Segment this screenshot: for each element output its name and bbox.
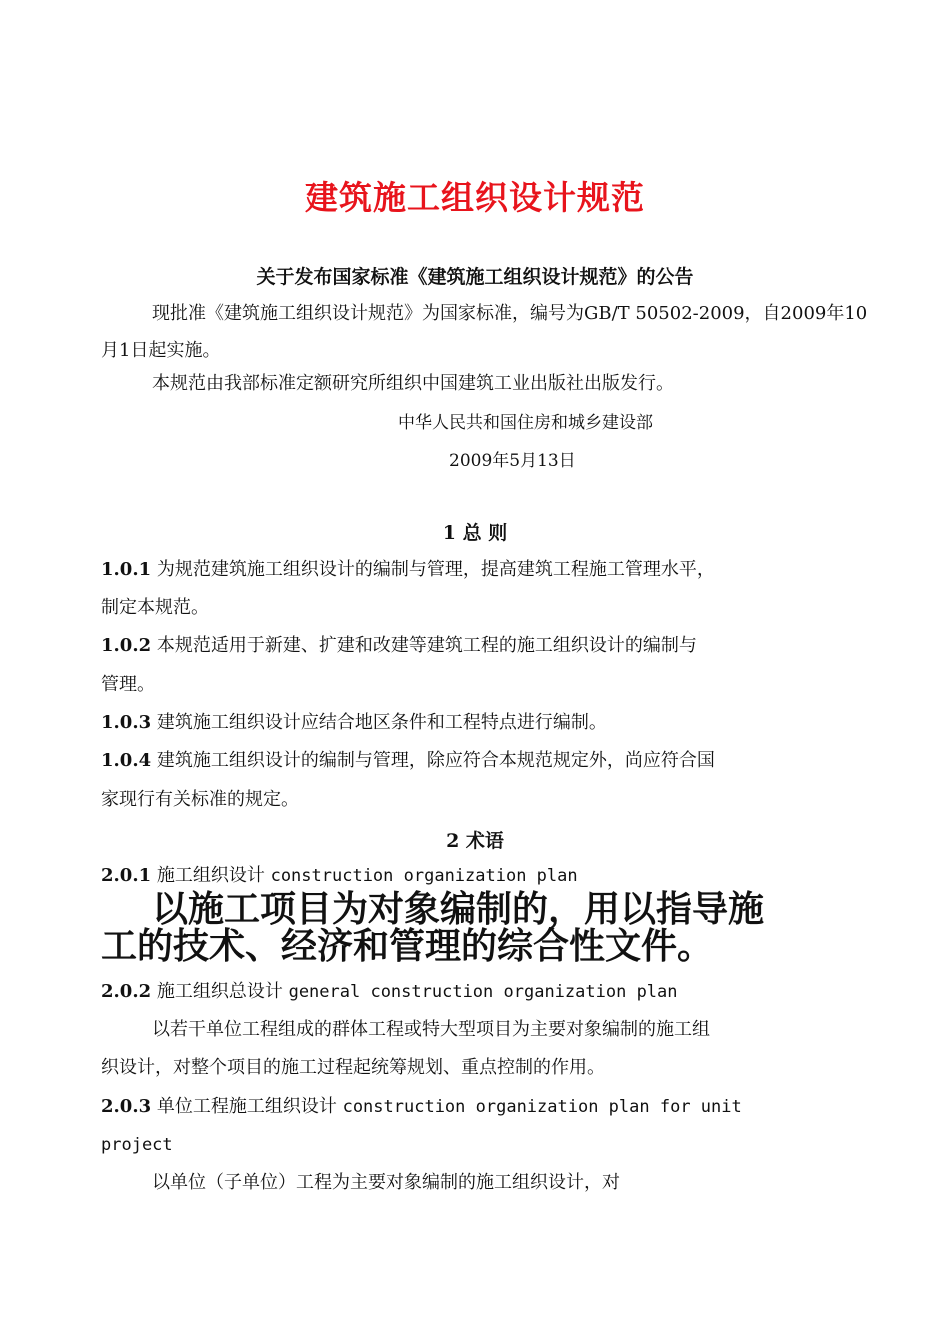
clause-1-0-2-line-2: 管理。: [101, 674, 155, 695]
clause-number: 1.0.1: [101, 559, 152, 580]
notice-date: 2009年5月13日: [449, 451, 576, 471]
clause-number: 1.0.3: [101, 712, 152, 733]
clause-number: 1.0.4: [101, 750, 152, 771]
term-number: 2.0.1: [101, 865, 152, 886]
term-chinese: 施工组织设计: [156, 865, 265, 886]
term-2-0-2: [101, 980, 678, 1004]
document-title: 建筑施工组织设计规范: [305, 178, 645, 217]
notice-heading: 关于发布国家标准《建筑施工组织设计规范》的公告: [256, 266, 694, 288]
chapter-2-heading: 2 术语: [446, 830, 504, 852]
clause-text: 建筑施工组织设计的编制与管理，除应符合本规范规定外，尚应符合国: [156, 750, 715, 771]
term-2-0-3: [101, 1095, 742, 1119]
term-english: construction organization plan: [270, 866, 578, 886]
notice-paragraph-line-1: 现批准《建筑施工组织设计规范》为国家标准，编号为GB/T 50502-2009，自2009年10: [152, 303, 868, 324]
term-english: general construction organization plan: [288, 982, 678, 1002]
term-2-0-1-definition-line-1: 以施工项目为对象编制的，用以指导施: [152, 889, 765, 930]
clause-text: 本规范适用于新建、扩建和改建等建筑工程的施工组织设计的编制与: [156, 635, 697, 656]
clause-1-0-4-line-1: [101, 749, 715, 773]
term-2-0-1: [101, 864, 578, 888]
term-chinese: 单位工程施工组织设计: [156, 1096, 337, 1117]
clause-1-0-4-line-2: 家现行有关标准的规定。: [101, 789, 299, 810]
term-number: 2.0.3: [101, 1096, 152, 1117]
clause-1-0-1-line-1: [101, 558, 715, 582]
clause-1-0-2-line-1: [101, 634, 697, 658]
clause-1-0-3: [101, 711, 607, 735]
term-2-0-2-definition-line-2: 织设计，对整个项目的施工过程起统筹规划、重点控制的作用。: [101, 1057, 605, 1078]
term-2-0-3-english-line-2: project: [101, 1135, 173, 1155]
clause-text: 建筑施工组织设计应结合地区条件和工程特点进行编制。: [156, 712, 607, 733]
term-number: 2.0.2: [101, 981, 152, 1002]
notice-paragraph-line-2: 月1日起实施。: [101, 340, 221, 361]
clause-1-0-1-line-2: 制定本规范。: [101, 597, 209, 618]
term-2-0-1-definition-line-2: 工的技术、经济和管理的综合性文件。: [101, 926, 714, 967]
chapter-1-heading: 1 总 则: [442, 522, 508, 544]
term-chinese: 施工组织总设计: [156, 981, 283, 1002]
clause-text: 为规范建筑施工组织设计的编制与管理，提高建筑工程施工管理水平，: [156, 559, 715, 580]
notice-paragraph-2: 本规范由我部标准定额研究所组织中国建筑工业出版社出版发行。: [152, 373, 674, 394]
clause-number: 1.0.2: [101, 635, 152, 656]
term-2-0-3-definition-line-1: 以单位（子单位）工程为主要对象编制的施工组织设计，对: [152, 1172, 620, 1193]
term-2-0-2-definition-line-1: 以若干单位工程组成的群体工程或特大型项目为主要对象编制的施工组: [152, 1019, 710, 1040]
notice-issuer: 中华人民共和国住房和城乡建设部: [398, 413, 653, 433]
term-english: construction organization plan for unit: [342, 1097, 742, 1117]
